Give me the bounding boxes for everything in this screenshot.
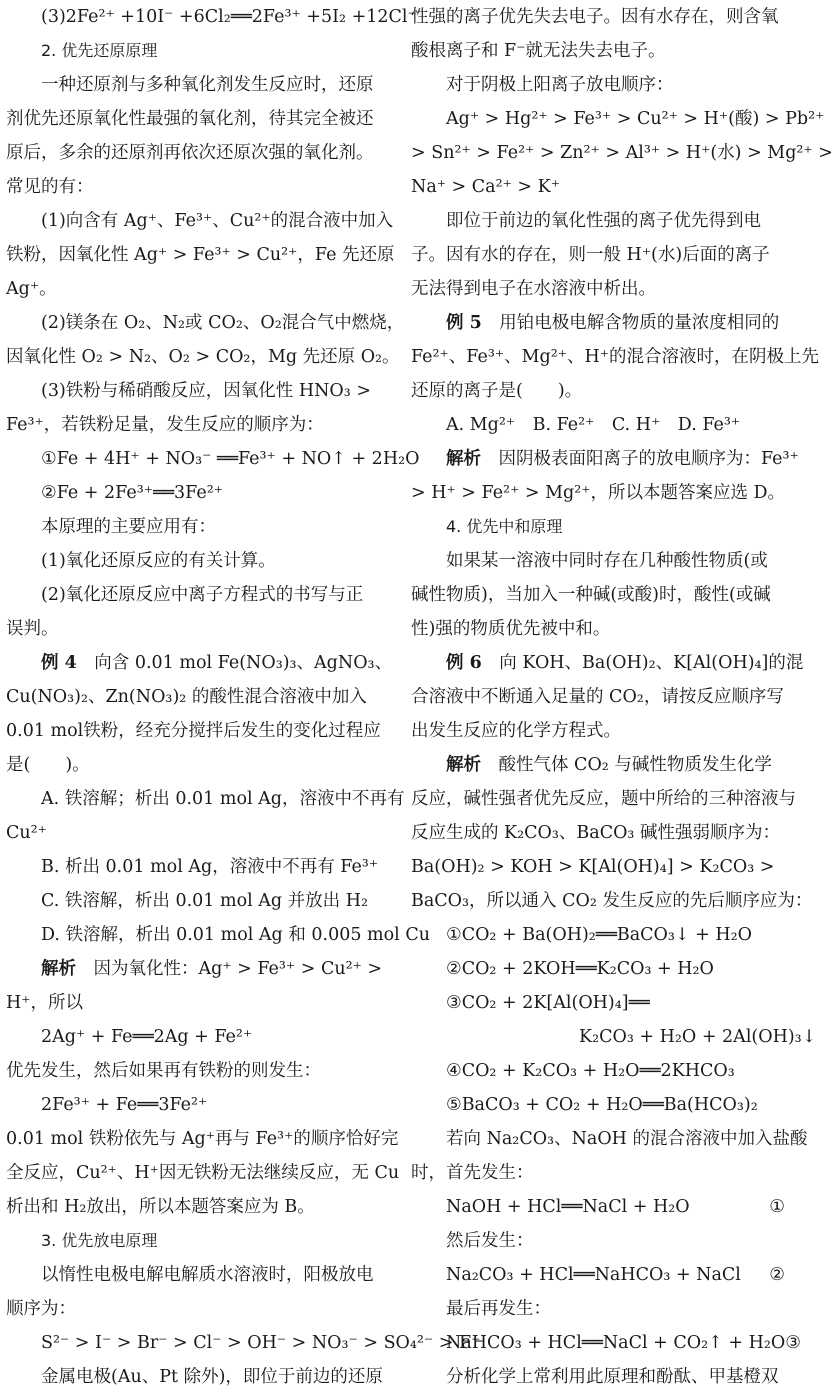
text-line: 金属电极(Au、Pt 除外)，即位于前边的还原 [41, 1367, 383, 1387]
text-line: 0.01 mol 铁粉依先与 Ag⁺再与 Fe³⁺的顺序恰好完 [6, 1129, 399, 1149]
text-line: (2)氧化还原反应中离子方程式的书写与正 [41, 585, 364, 605]
text-line: 酸根离子和 F⁻就无法失去电子。 [411, 41, 666, 61]
section-heading: 2. 优先还原原理 [41, 41, 158, 60]
example-paragraph: 例 6 向 KOH、Ba(OH)₂、K[Al(OH)₄]的混 [446, 653, 804, 673]
text-line: 优先发生，然后如果再有铁粉的则发生： [6, 1061, 321, 1081]
text-line: 2Fe³⁺ + Fe══3Fe²⁺ [41, 1095, 208, 1115]
text-line: K₂CO₃ + H₂O + 2Al(OH)₃↓ [579, 1027, 817, 1047]
equation-number: ① [769, 1197, 785, 1217]
text-line: > H⁺ > Fe²⁺ > Mg²⁺，所以本题答案应选 D。 [411, 483, 786, 503]
text-line: 然后发生： [446, 1231, 534, 1251]
text-line: 反应生成的 K₂CO₃、BaCO₃ 碱性强弱顺序为： [411, 823, 781, 843]
text-line: D. 铁溶解，析出 0.01 mol Ag 和 0.005 mol Cu [41, 925, 430, 945]
text-line: Ag⁺。 [6, 279, 57, 299]
text-line: B. 析出 0.01 mol Ag，溶液中不再有 Fe³⁺ [41, 857, 379, 877]
section-heading: 3. 优先放电原理 [41, 1231, 158, 1250]
text-line: Cu²⁺ [6, 823, 47, 843]
text-line: Ag⁺ > Hg²⁺ > Fe³⁺ > Cu²⁺ > H⁺(酸) > Pb²⁺ [446, 109, 825, 129]
analysis-paragraph: 解析 酸性气体 CO₂ 与碱性物质发生化学 [446, 755, 772, 775]
text-line: 析出和 H₂放出，所以本题答案应为 B。 [6, 1197, 315, 1217]
text-line: 时，首先发生： [411, 1163, 534, 1183]
text-line: BaCO₃，所以通入 CO₂ 发生反应的先后顺序应为： [411, 891, 813, 911]
text-line: 无法得到电子在水溶液中析出。 [411, 279, 656, 299]
text-line: 铁粉，因氧化性 Ag⁺ > Fe³⁺ > Cu²⁺，Fe 先还原 [6, 245, 395, 265]
text-line: S²⁻ > I⁻ > Br⁻ > Cl⁻ > OH⁻ > NO₃⁻ > SO₄²⁻ > F⁻ [41, 1333, 481, 1353]
text-line: 性强的离子优先失去电子。因有水存在，则含氧 [411, 7, 779, 27]
text-line [411, 1190, 795, 1224]
text-line: ⑤BaCO₃ + CO₂ + H₂O══Ba(HCO₃)₂ [446, 1095, 758, 1115]
text-line: 本原理的主要应用有： [41, 517, 216, 537]
text-line: 2Ag⁺ + Fe══2Ag + Fe²⁺ [41, 1027, 253, 1047]
text-line [411, 1258, 795, 1292]
text-line: 最后再发生： [446, 1299, 551, 1319]
text-line: Ba(OH)₂ > KOH > K[Al(OH)₄] > K₂CO₃ > [411, 857, 775, 877]
text-line [411, 442, 799, 476]
text-line: 一种还原剂与多种氧化剂发生反应时，还原 [41, 75, 374, 95]
text-line: H⁺，所以 [6, 993, 83, 1013]
text-line: 反应，碱性强者优先反应，题中所给的三种溶液与 [411, 789, 796, 809]
text-line [411, 646, 804, 680]
text-line: 即位于前边的氧化性强的离子优先得到电 [446, 211, 761, 231]
text-line: 0.01 mol铁粉，经充分搅拌后发生的变化过程应 [6, 721, 381, 741]
text-line: (3)铁粉与稀硝酸反应，因氧化性 HNO₃ > [41, 381, 372, 401]
lead-label: 例 6 [446, 653, 482, 673]
text-line: 合溶液中不断通入足量的 CO₂，请按反应顺序写 [411, 687, 784, 707]
text-line: ②Fe + 2Fe³⁺══3Fe²⁺ [41, 483, 223, 503]
text-line: 原后，多余的还原剂再依次还原次强的氧化剂。 [6, 143, 374, 163]
text-line: 全反应，Cu²⁺、H⁺因无铁粉无法继续反应，无 Cu [6, 1163, 400, 1183]
text-line: 性)强的物质优先被中和。 [411, 619, 611, 639]
text-line: ③CO₂ + 2K[Al(OH)₄]══ [446, 993, 650, 1013]
text-line: 常见的有： [6, 177, 94, 197]
text-line: 分析化学上常利用此原理和酚酞、甲基橙双 [446, 1367, 779, 1387]
text-line [6, 952, 390, 986]
text-line: (2)镁条在 O₂、N₂或 CO₂、O₂混合气中燃烧， [41, 313, 405, 333]
text-line: 还原的离子是( )。 [411, 381, 583, 401]
text-line: > Sn²⁺ > Fe²⁺ > Zn²⁺ > Al³⁺ > H⁺(水) > Mg²⁺ > [411, 143, 833, 163]
text-line [411, 748, 795, 782]
text-line: 误判。 [6, 619, 59, 639]
text-line: 剂优先还原氧化性最强的氧化剂，待其完全被还 [6, 109, 374, 129]
text-line: (3)2Fe²⁺ +10I⁻ +6Cl₂══2Fe³⁺ +5I₂ +12Cl⁻ [41, 7, 417, 27]
text-line: ②CO₂ + 2KOH══K₂CO₃ + H₂O [446, 959, 714, 979]
lead-label: 例 4 [41, 653, 77, 673]
text-line: 若向 Na₂CO₃、NaOH 的混合溶液中加入盐酸 [446, 1129, 808, 1149]
example-paragraph: 例 5 用铂电极电解含物质的量浓度相同的 [446, 313, 780, 333]
text-line: 是( )。 [6, 755, 90, 775]
text-line: 碱性物质)，当加入一种碱(或酸)时，酸性(或碱 [411, 585, 771, 605]
text-line: A. Mg²⁺ B. Fe²⁺ C. H⁺ D. Fe³⁺ [446, 415, 741, 435]
text-line: Fe³⁺，若铁粉足量，发生反应的顺序为： [6, 415, 324, 435]
text-line: (1)氧化还原反应的有关计算。 [41, 551, 276, 571]
text-line: 对于阴极上阳离子放电顺序： [446, 75, 674, 95]
text-line: 子。因有水的存在，则一般 H⁺(水)后面的离子 [411, 245, 770, 265]
right-column [411, 0, 833, 1394]
text-line: C. 铁溶解，析出 0.01 mol Ag 并放出 H₂ [41, 891, 369, 911]
text-line: 出发生反应的化学方程式。 [411, 721, 621, 741]
example-paragraph: 例 4 向含 0.01 mol Fe(NO₃)₃、AgNO₃、 [41, 653, 393, 673]
text-line [6, 646, 393, 680]
text-line: 以惰性电极电解电解质水溶液时，阳极放电 [41, 1265, 374, 1285]
text-line [411, 1326, 801, 1360]
equation-text: Na₂CO₃ + HCl══NaHCO₃ + NaCl [446, 1265, 741, 1285]
section-heading: 4. 优先中和原理 [446, 517, 563, 536]
equation-text: NaOH + HCl══NaCl + H₂O [446, 1197, 690, 1217]
lead-label: 解析 [446, 755, 481, 775]
lead-label: 解析 [446, 449, 481, 469]
text-line: ①CO₂ + Ba(OH)₂══BaCO₃↓ + H₂O [446, 925, 752, 945]
text-line: 因氧化性 O₂ > N₂、O₂ > CO₂，Mg 先还原 O₂。 [6, 347, 400, 367]
lead-label: 例 5 [446, 313, 482, 333]
text-line: 顺序为： [6, 1299, 76, 1319]
text-line [411, 306, 795, 340]
analysis-paragraph: 解析 因为氧化性：Ag⁺ > Fe³⁺ > Cu²⁺ > [41, 959, 383, 979]
text-line: 如果某一溶液中同时存在几种酸性物质(或 [446, 551, 768, 571]
text-line: Na⁺ > Ca²⁺ > K⁺ [411, 177, 560, 197]
equation-number: ③ [785, 1333, 801, 1353]
text-line: (1)向含有 Ag⁺、Fe³⁺、Cu²⁺的混合液中加入 [41, 211, 394, 231]
text-line: Fe²⁺、Fe³⁺、Mg²⁺、H⁺的混合溶液时，在阴极上先 [411, 347, 819, 367]
analysis-paragraph: 解析 因阴极表面阳离子的放电顺序为：Fe³⁺ [446, 449, 799, 469]
equation-text: NaHCO₃ + HCl══NaCl + CO₂↑ + H₂O [446, 1333, 786, 1353]
lead-label: 解析 [41, 959, 76, 979]
text-line: Cu(NO₃)₂、Zn(NO₃)₂ 的酸性混合溶液中加入 [6, 687, 367, 707]
text-line: A. 铁溶解；析出 0.01 mol Ag，溶液中不再有 [41, 789, 405, 809]
text-line: ④CO₂ + K₂CO₃ + H₂O══2KHCO₃ [446, 1061, 735, 1081]
text-line: ①Fe + 4H⁺ + NO₃⁻ ══Fe³⁺ + NO↑ + 2H₂O [41, 449, 420, 469]
equation-number: ② [769, 1265, 785, 1285]
